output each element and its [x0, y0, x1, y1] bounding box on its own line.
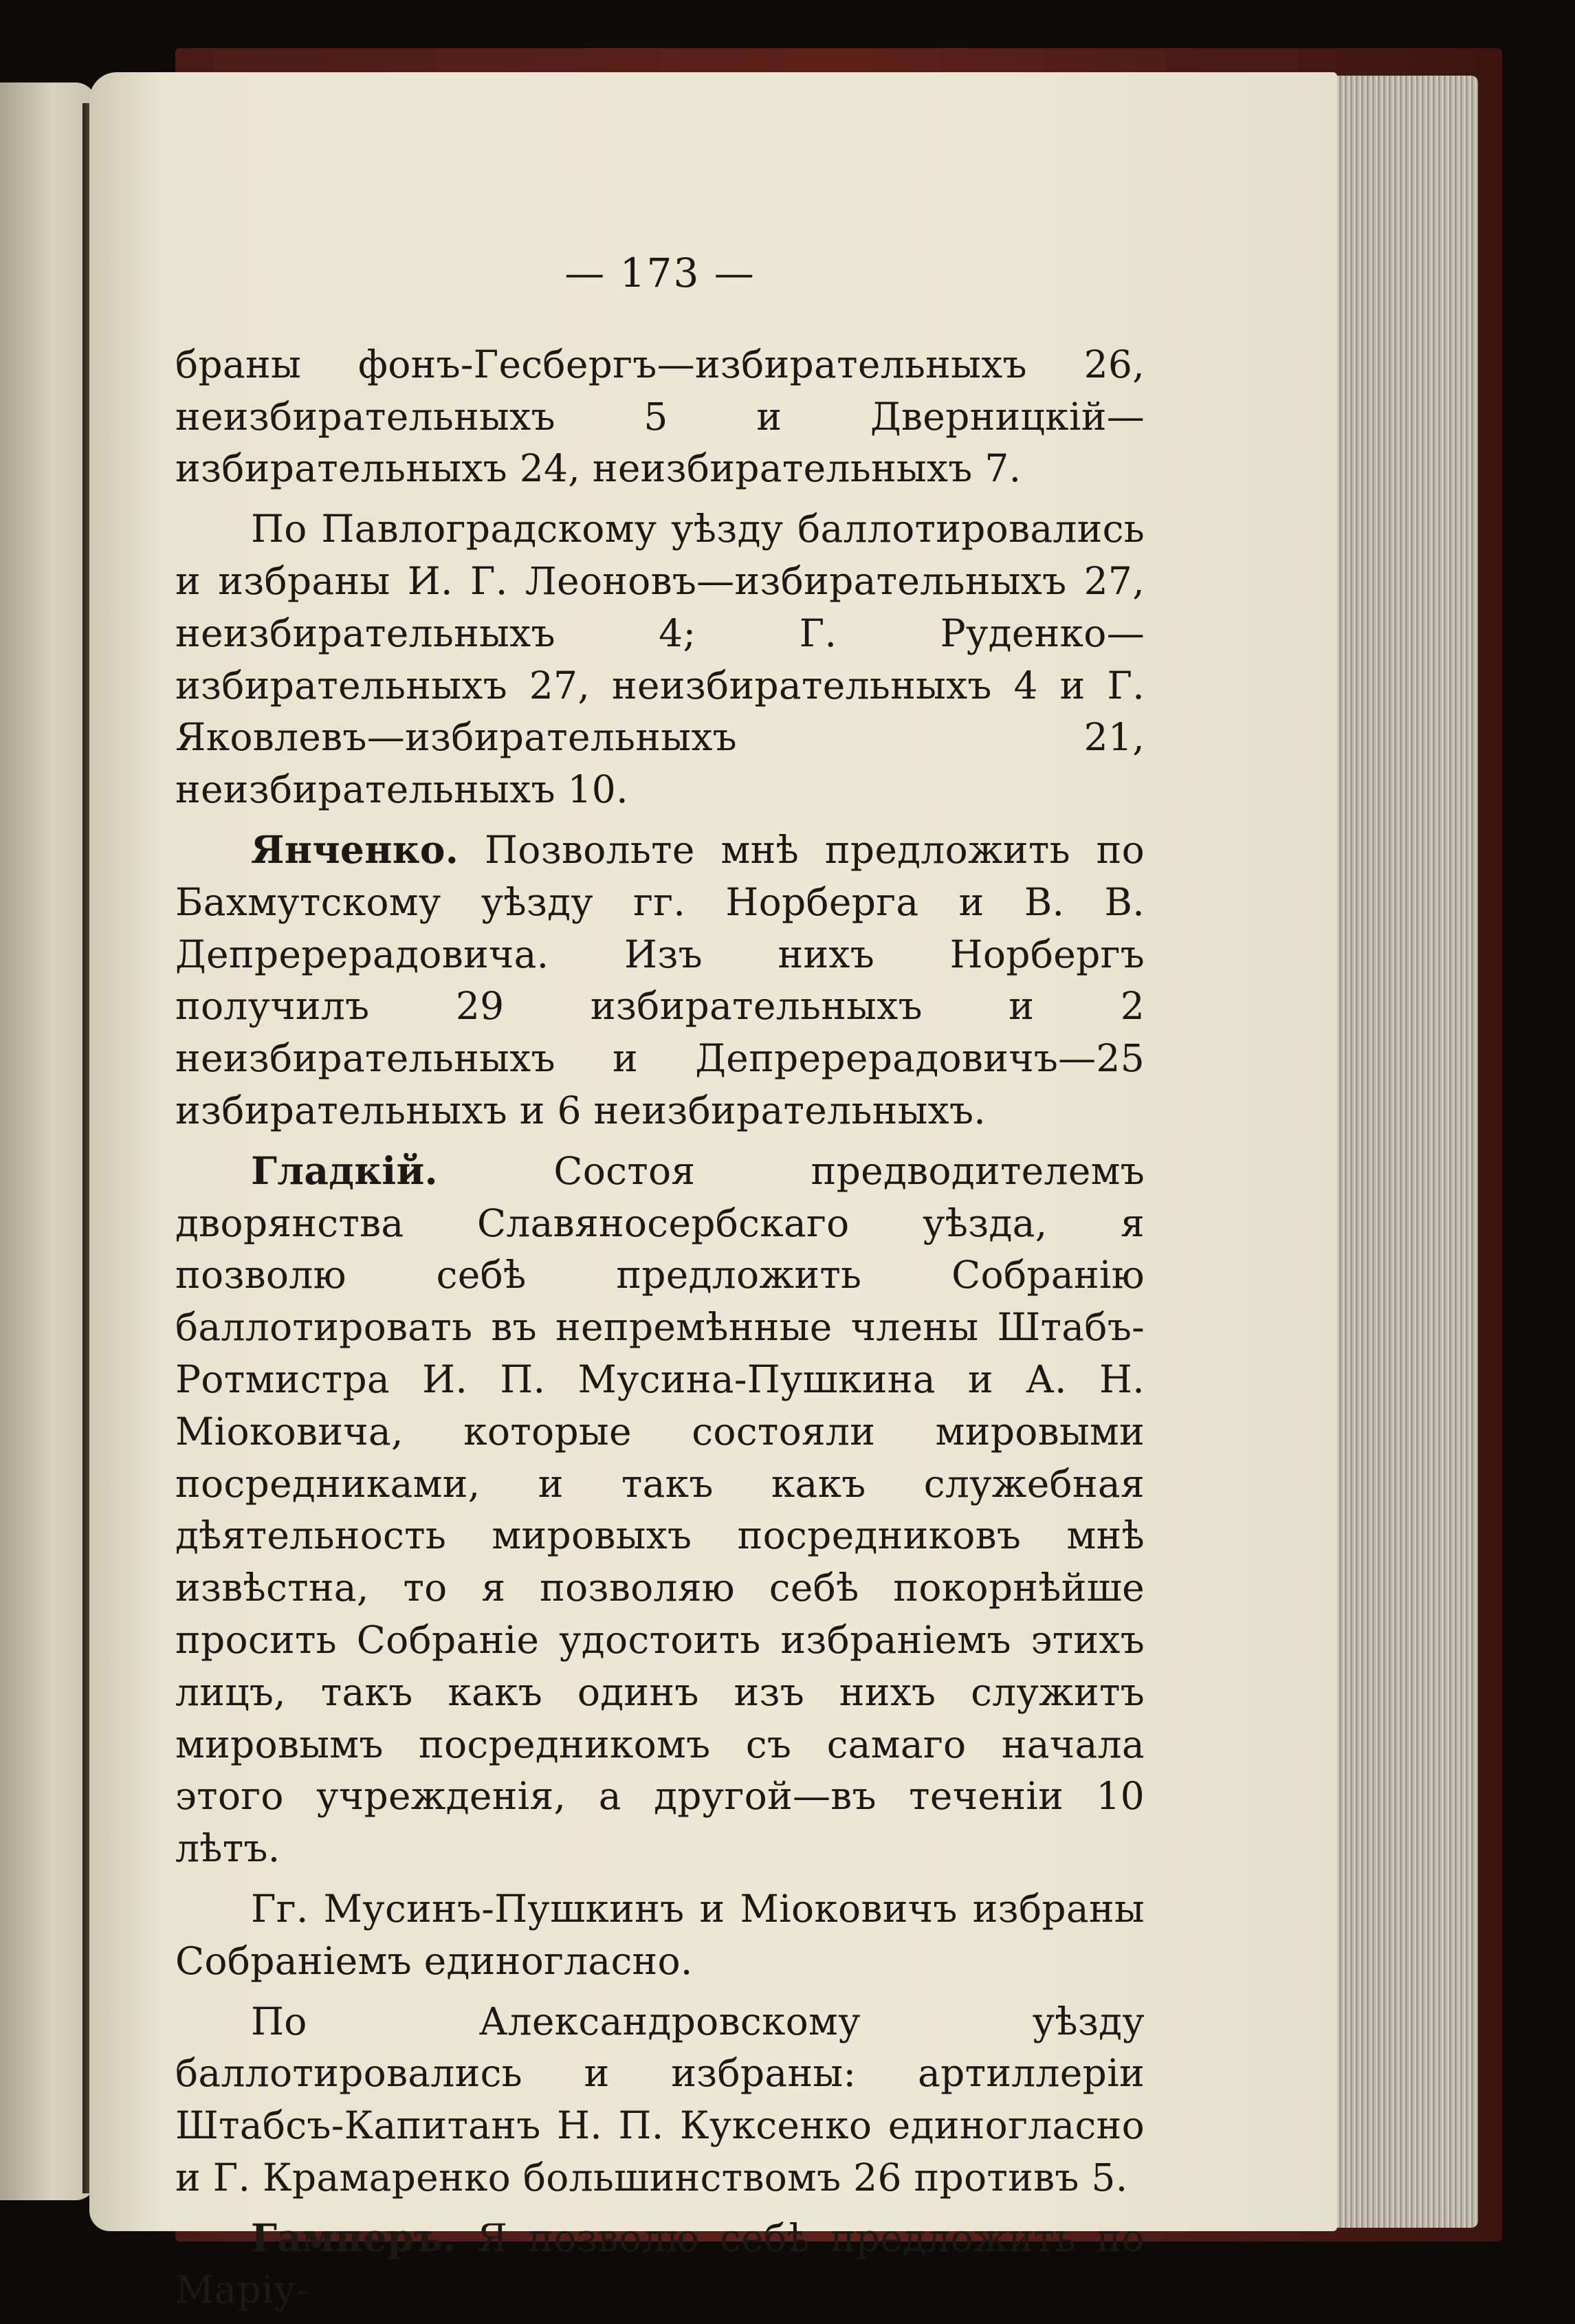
paragraph-text: Состоя предводителемъ дворянства Славяносербскаго уѣзда, я позволю себѣ предложить Собранію баллотировать въ непремѣнные члены Штабъ-Ротмистра И. П. Мусина-Пушкина и А. Н. Міоковича, которые состояли мировыми посредниками, и такъ какъ служебная дѣятельность мировыхъ посредниковъ мнѣ извѣстна, то я позволяю себѣ покорнѣйше просить Собраніе удостоить избраніемъ этихъ лицъ, такъ какъ одинъ изъ нихъ служитъ мировымъ посредникомъ съ самаго начала этого учрежденія, а другой—въ теченіи 10 лѣтъ.: [175, 1148, 1145, 1871]
paragraph-text: По Александровскому уѣзду баллотировались и избраны: артиллеріи Штабсъ-Капитанъ Н. П. Куксенко единогласно и Г. Крамаренко большинствомъ 26 противъ 5.: [175, 1999, 1145, 2200]
paragraph: [175, 1995, 1145, 2204]
paragraph-text: Я позволю себѣ предложить по Маріу-: [175, 2215, 1145, 2312]
paragraph-text: браны фонъ-Гесбергъ—избирательныхъ 26, неизбирательныхъ 5 и Дверницкій—избирательныхъ 24, неизбирательныхъ 7.: [175, 342, 1145, 491]
page-stack-edges: [1320, 76, 1478, 2228]
paragraph: [175, 824, 1145, 1137]
page-text-block: [175, 248, 1145, 2324]
paragraph: [175, 503, 1145, 816]
paragraph-text: Позвольте мнѣ предложить по Бахмутскому уѣзду гг. Норберга и В. В. Депререрадовича. Изъ нихъ Норбергъ получилъ 29 избирательныхъ и 2 неизбирательныхъ и Депререрадовичъ—25 избирательныхъ и 6 неизбирательныхъ.: [175, 827, 1145, 1132]
paragraph: [175, 338, 1145, 495]
page-number: — 173 —: [564, 250, 756, 296]
paragraph-text: По Павлоградскому уѣзду баллотировались и избраны И. Г. Леоновъ—избирательныхъ 27, неизбирательныхъ 4; Г. Руденко—избирательныхъ 27, неизбирательныхъ 4 и Г. Яковлевъ—избирательныхъ 21, неизбирательныхъ 10.: [175, 507, 1145, 812]
paragraph: [175, 2212, 1145, 2317]
paragraph-text: Гг. Мусинъ-Пушкинъ и Міоковичъ избраны Собраніемъ единогласно.: [175, 1886, 1145, 1983]
left-page-edge: [0, 83, 96, 2200]
paragraph: [175, 1145, 1145, 1875]
speaker-name: Гладкій.: [251, 1148, 439, 1193]
speaker-name: Янченко.: [251, 826, 459, 872]
paragraph: [175, 1883, 1145, 1988]
speaker-name: Гамперъ.: [251, 2215, 456, 2260]
